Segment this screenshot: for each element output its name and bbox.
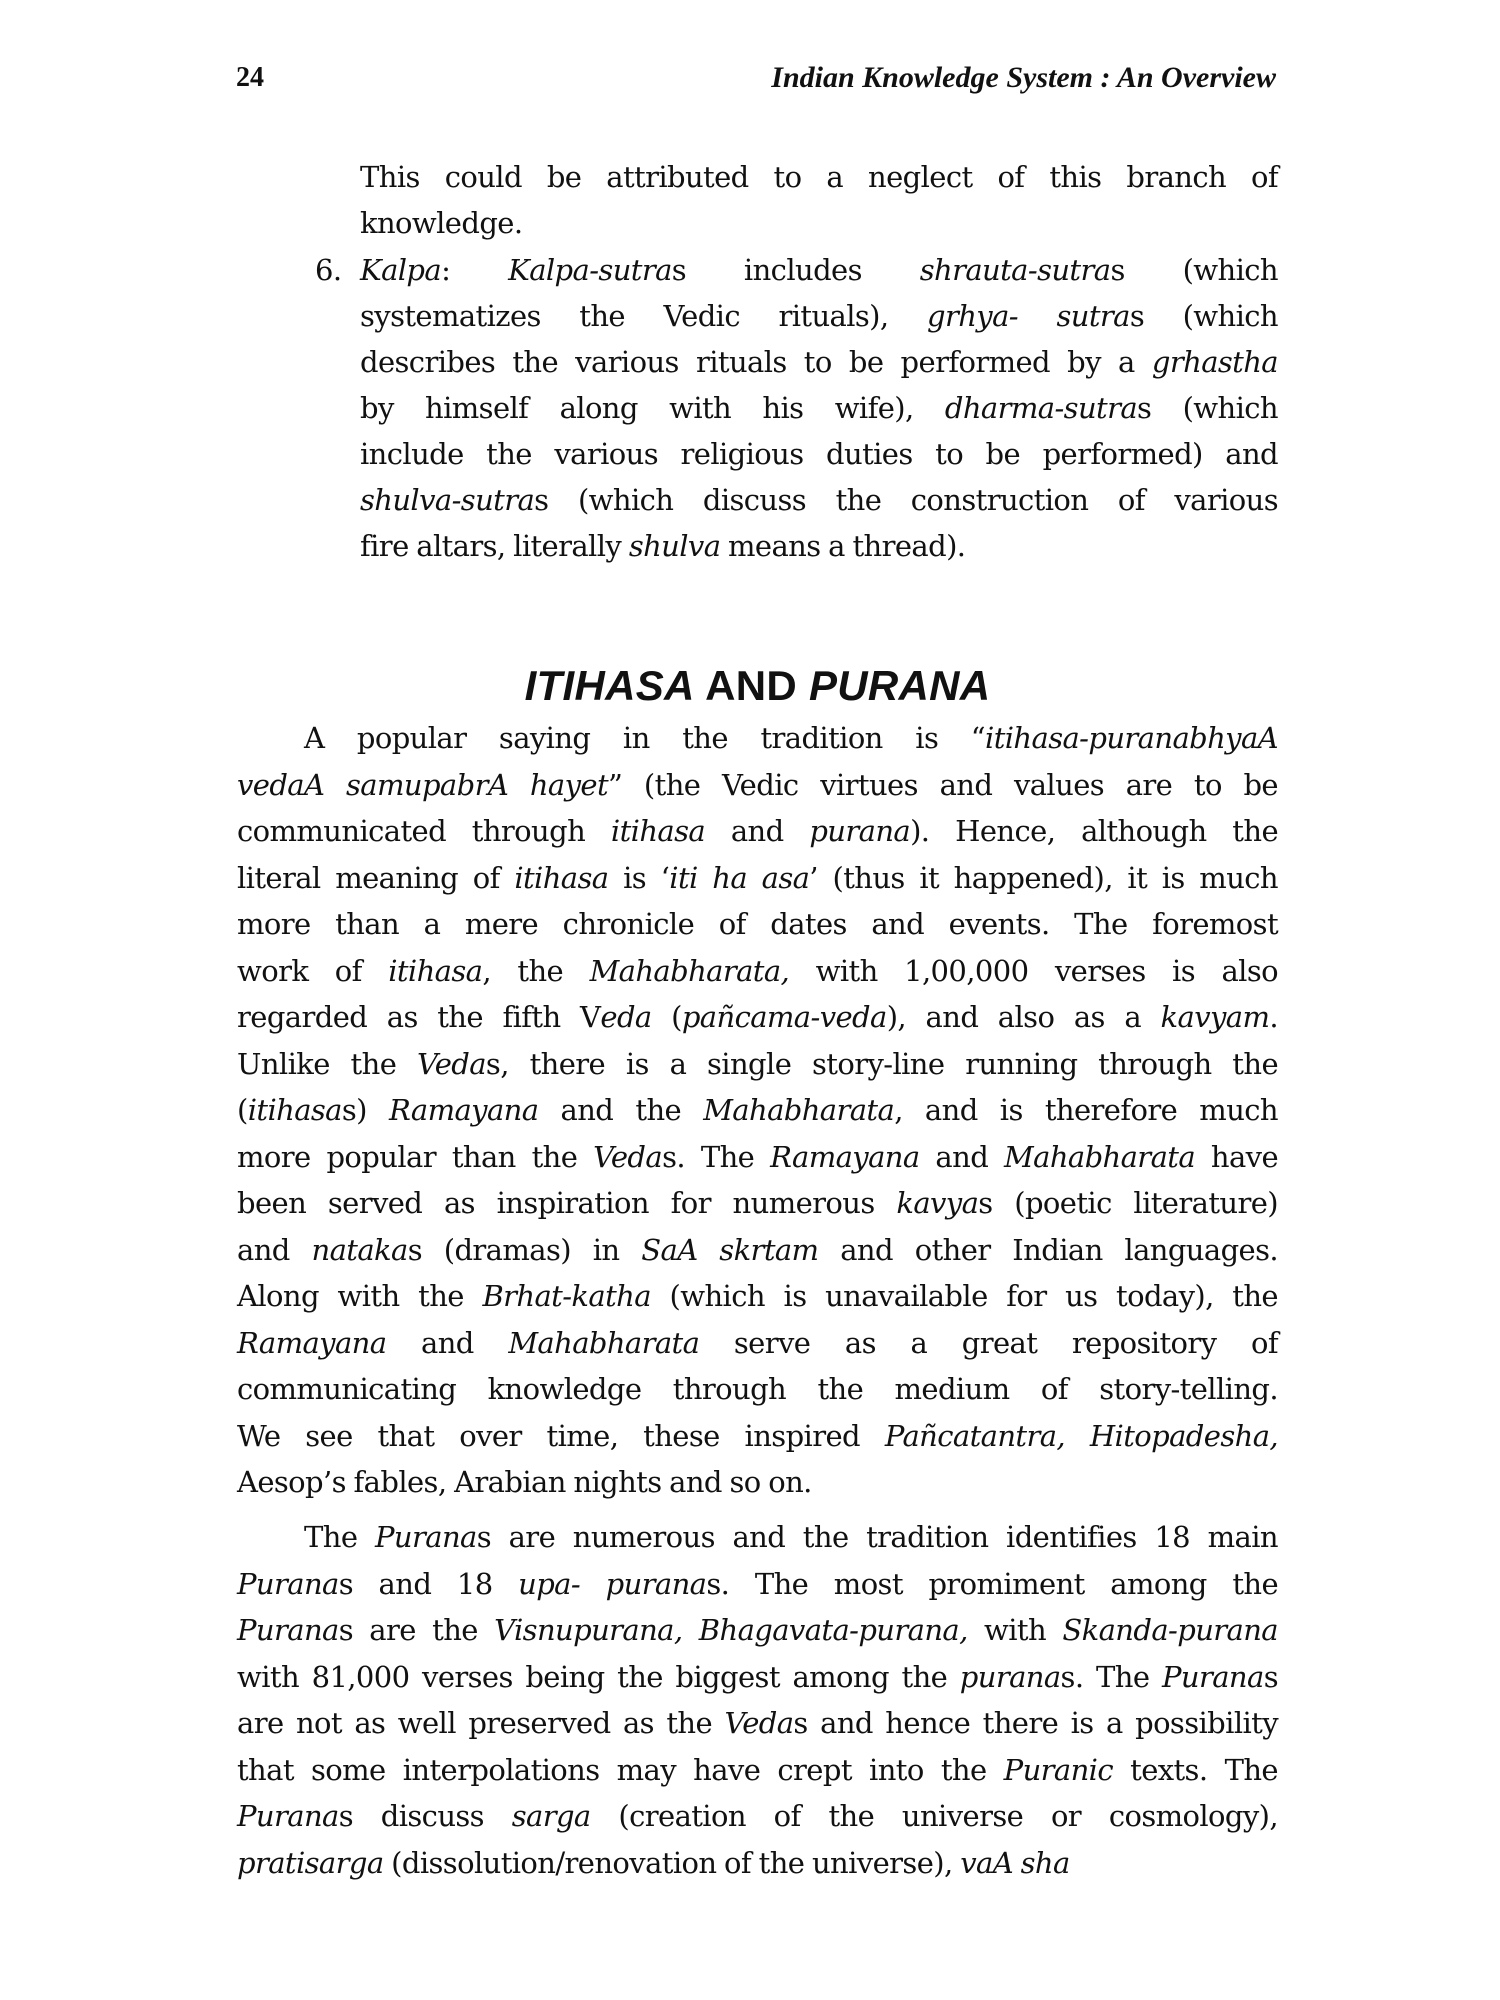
- italic-term: kavyam: [1160, 1000, 1270, 1034]
- italic-term: shrauta-sutra: [919, 253, 1111, 287]
- italic-term: Puranic: [1003, 1752, 1113, 1787]
- paragraph-line: [237, 1087, 1278, 1133]
- text-run: (: [237, 1093, 248, 1127]
- paragraph-line: [237, 1366, 1278, 1412]
- italic-term: shulva-sutra: [360, 483, 535, 517]
- running-header: [236, 60, 1276, 100]
- section-heading: [237, 661, 1278, 711]
- paragraph-line: [237, 1413, 1278, 1459]
- text-run: , the: [482, 953, 590, 988]
- text-run: s includes: [671, 253, 920, 287]
- text-run: knowledge.: [360, 206, 523, 240]
- text-run: s. The: [662, 1139, 771, 1174]
- text-run: texts. The: [1113, 1752, 1278, 1787]
- text-run: s (which discuss the construction of various: [534, 483, 1278, 517]
- paragraph-line: [237, 994, 1278, 1040]
- list-continuation-line-1: [360, 154, 1278, 200]
- text-run: and the: [538, 1093, 704, 1127]
- paragraph-line: [237, 1180, 1278, 1226]
- italic-term: Skanda-purana: [1062, 1613, 1278, 1647]
- paragraph-line: [237, 1041, 1278, 1087]
- italic-term: Ramayana: [389, 1093, 539, 1127]
- list-item-number: 6.: [315, 253, 342, 287]
- italic-term: Purana: [375, 1520, 477, 1554]
- text-run: and: [386, 1325, 509, 1360]
- text-run: describes the various rituals to be performed by a: [360, 345, 1152, 379]
- italic-term: vaA sha: [960, 1845, 1070, 1880]
- text-run: work of: [237, 953, 389, 988]
- italic-term: dharma-sutra: [944, 391, 1138, 425]
- paragraph-line: [237, 901, 1278, 947]
- list-item-6-line-6: [360, 477, 1278, 523]
- italic-term: itihasa: [247, 1093, 342, 1127]
- text-run: with 1,00,000 verses is also: [789, 953, 1278, 988]
- italic-term: Mahabharata: [703, 1093, 895, 1127]
- text-run: are not as well preserved as the: [237, 1706, 725, 1740]
- text-run: s, there is a single story-line running through the: [485, 1046, 1278, 1081]
- italic-term: Mahabharata: [508, 1325, 700, 1360]
- text-run: by himself along with his wife),: [360, 391, 945, 425]
- italic-term: itihasa: [388, 953, 483, 988]
- text-run: more than a mere chronicle of dates and events. The foremost: [237, 907, 1278, 941]
- text-run: systematizes the Vedic rituals),: [360, 299, 927, 333]
- text-run: means a thread).: [720, 529, 966, 563]
- italic-term: Purana: [237, 1566, 339, 1601]
- book-title: Indian Knowledge System : An Overview: [771, 61, 1276, 94]
- paragraph-line: [237, 1747, 1278, 1793]
- text-run: s discuss: [338, 1799, 512, 1833]
- text-run: s (which: [1129, 299, 1278, 333]
- text-run: ” (the Vedic virtues and values are to be: [608, 767, 1278, 802]
- italic-term: Purana: [237, 1799, 339, 1833]
- italic-term: Purana: [237, 1613, 339, 1647]
- italic-term: Mahabharata: [1004, 1139, 1196, 1174]
- text-run: s and hence there is a possibility: [793, 1706, 1279, 1740]
- text-run: We see that over time, these inspired: [237, 1418, 885, 1453]
- italic-term: Ramayana: [770, 1139, 920, 1174]
- text-run: s. The: [1060, 1659, 1162, 1694]
- text-run: s (which: [1110, 253, 1278, 287]
- italic-term: sarga: [511, 1799, 591, 1833]
- paragraph-line: [237, 1459, 1278, 1505]
- text-run: , and is therefore much: [894, 1093, 1278, 1127]
- text-run: (which is unavailable for us today), the: [650, 1279, 1278, 1313]
- paragraph-line: [237, 1607, 1278, 1653]
- text-run: that some interpolations may have crept into the: [237, 1752, 1004, 1787]
- text-run: fire altars, literally: [360, 529, 629, 563]
- text-run: (creation of the universe or cosmology),: [590, 1799, 1278, 1833]
- page-number: 24: [236, 62, 264, 93]
- text-run: s are the: [338, 1613, 495, 1647]
- paragraph-line: [237, 1227, 1278, 1273]
- italic-term: SaA skrtam: [641, 1232, 819, 1267]
- list-item-6-line-1: [360, 247, 1278, 293]
- paragraph-line: [237, 1134, 1278, 1180]
- text-run: s (which: [1137, 391, 1279, 425]
- italic-term: purana: [959, 1659, 1061, 1694]
- paragraph-line: [304, 715, 1278, 761]
- paragraph-line: [237, 1793, 1278, 1839]
- italic-term: Brhat-katha: [482, 1279, 651, 1313]
- italic-term: upa- purana: [518, 1566, 707, 1601]
- text-run: s are numerous and the tradition identifies 18 main: [476, 1520, 1278, 1554]
- text-run: Along with the: [237, 1279, 483, 1313]
- italic-term: Pañcatantra, Hitopadesha,: [884, 1418, 1278, 1453]
- list-item-6-line-3: [360, 339, 1278, 385]
- paragraph-line: [304, 1514, 1278, 1560]
- italic-term: pañcama-veda: [681, 1000, 887, 1034]
- italic-term: pratisarga: [237, 1845, 384, 1880]
- italic-term: shulva: [628, 529, 721, 563]
- text-run: Unlike the: [237, 1046, 418, 1081]
- paragraph-line: [237, 1840, 1278, 1886]
- italic-term: Mahabharata,: [589, 953, 790, 988]
- text-run: A popular saying in the tradition is “: [304, 721, 986, 755]
- text-run: s (dramas) in: [407, 1232, 642, 1267]
- italic-term: kavya: [896, 1186, 979, 1220]
- text-run: s: [1263, 1659, 1278, 1694]
- paragraph-line: [237, 808, 1278, 854]
- italic-term: Kalpa: [360, 253, 442, 287]
- italic-term: Visnupurana, Bhagavata-purana,: [494, 1613, 968, 1647]
- text-run: .: [1269, 1000, 1278, 1034]
- text-run: ’ (thus it happened), it is much: [809, 860, 1279, 895]
- text-run: regarded as the fifth V: [237, 1000, 601, 1034]
- paragraph-line: [237, 1561, 1278, 1607]
- italic-term: itihasa: [514, 860, 609, 895]
- text-run: communicated through: [237, 814, 611, 848]
- text-run: (: [651, 1000, 682, 1034]
- italic-term: Kalpa-sutra: [508, 253, 672, 287]
- text-run: Aesop’s fables, Arabian nights and so on.: [237, 1465, 812, 1499]
- italic-term: Veda: [593, 1139, 663, 1174]
- italic-term: Veda: [724, 1706, 794, 1740]
- text-run: ), and also as a: [886, 1000, 1161, 1034]
- list-item-6-line-4: [360, 385, 1278, 431]
- italic-term: itihasa: [610, 814, 706, 848]
- italic-term: iti ha asa: [669, 860, 810, 895]
- text-run: and: [919, 1139, 1005, 1174]
- text-run: and: [705, 814, 810, 848]
- text-run: This could be attributed to a neglect of this branch of: [360, 160, 1278, 194]
- text-run: with: [967, 1613, 1063, 1647]
- italic-term: purana: [809, 814, 911, 848]
- paragraph-line: [237, 948, 1278, 994]
- paragraph-line: [237, 1273, 1278, 1319]
- text-run: The: [304, 1520, 375, 1554]
- paragraph-line: [237, 1700, 1278, 1746]
- italic-term: eda: [600, 1000, 652, 1034]
- italic-term: vedaA samupabrA hayet: [237, 767, 609, 802]
- text-run: is ‘: [608, 860, 670, 895]
- heading-purana: PURANA: [808, 661, 991, 709]
- text-run: and other Indian languages.: [818, 1232, 1279, 1267]
- italic-term: nataka: [311, 1232, 408, 1267]
- paragraph-line: [237, 1320, 1278, 1366]
- text-run: communicating knowledge through the medium of story-telling.: [237, 1372, 1278, 1406]
- italic-term: grhastha: [1151, 345, 1278, 379]
- paragraph-line: [237, 1654, 1278, 1700]
- italic-term: itihasa-puranabhyaA: [985, 721, 1278, 755]
- text-run: ). Hence, although the: [910, 814, 1279, 848]
- text-run: include the various religious duties to be performed) and: [360, 437, 1278, 471]
- text-run: s (poetic literature): [978, 1186, 1278, 1220]
- italic-term: Ramayana: [237, 1325, 387, 1360]
- paragraph-line: [237, 762, 1278, 808]
- italic-term: Purana: [1161, 1659, 1264, 1694]
- text-run: :: [441, 253, 509, 287]
- list-continuation-line-2: [360, 200, 1278, 246]
- paragraph-line: [237, 855, 1278, 901]
- text-run: more popular than the: [237, 1139, 594, 1174]
- text-run: s and 18: [338, 1566, 519, 1601]
- text-run: and: [237, 1232, 312, 1267]
- text-run: s. The most promiment among the: [706, 1566, 1279, 1601]
- list-item-6-line-5: [360, 431, 1278, 477]
- heading-itihasa: ITIHASA: [524, 661, 695, 709]
- text-run: with 81,000 verses being the biggest among the: [237, 1659, 960, 1694]
- text-run: have: [1195, 1139, 1279, 1174]
- text-run: s): [341, 1093, 389, 1127]
- list-item-6-line-7: [360, 523, 1278, 569]
- text-run: (dissolution/renovation of the universe),: [383, 1845, 961, 1880]
- italic-term: Veda: [417, 1046, 486, 1081]
- text-run: serve as a great repository of: [699, 1325, 1279, 1360]
- list-item-6-line-2: [360, 293, 1278, 339]
- text-run: literal meaning of: [237, 860, 515, 895]
- text-run: been served as inspiration for numerous: [237, 1186, 897, 1220]
- italic-term: grhya- sutra: [927, 299, 1130, 333]
- heading-and: AND: [694, 661, 809, 709]
